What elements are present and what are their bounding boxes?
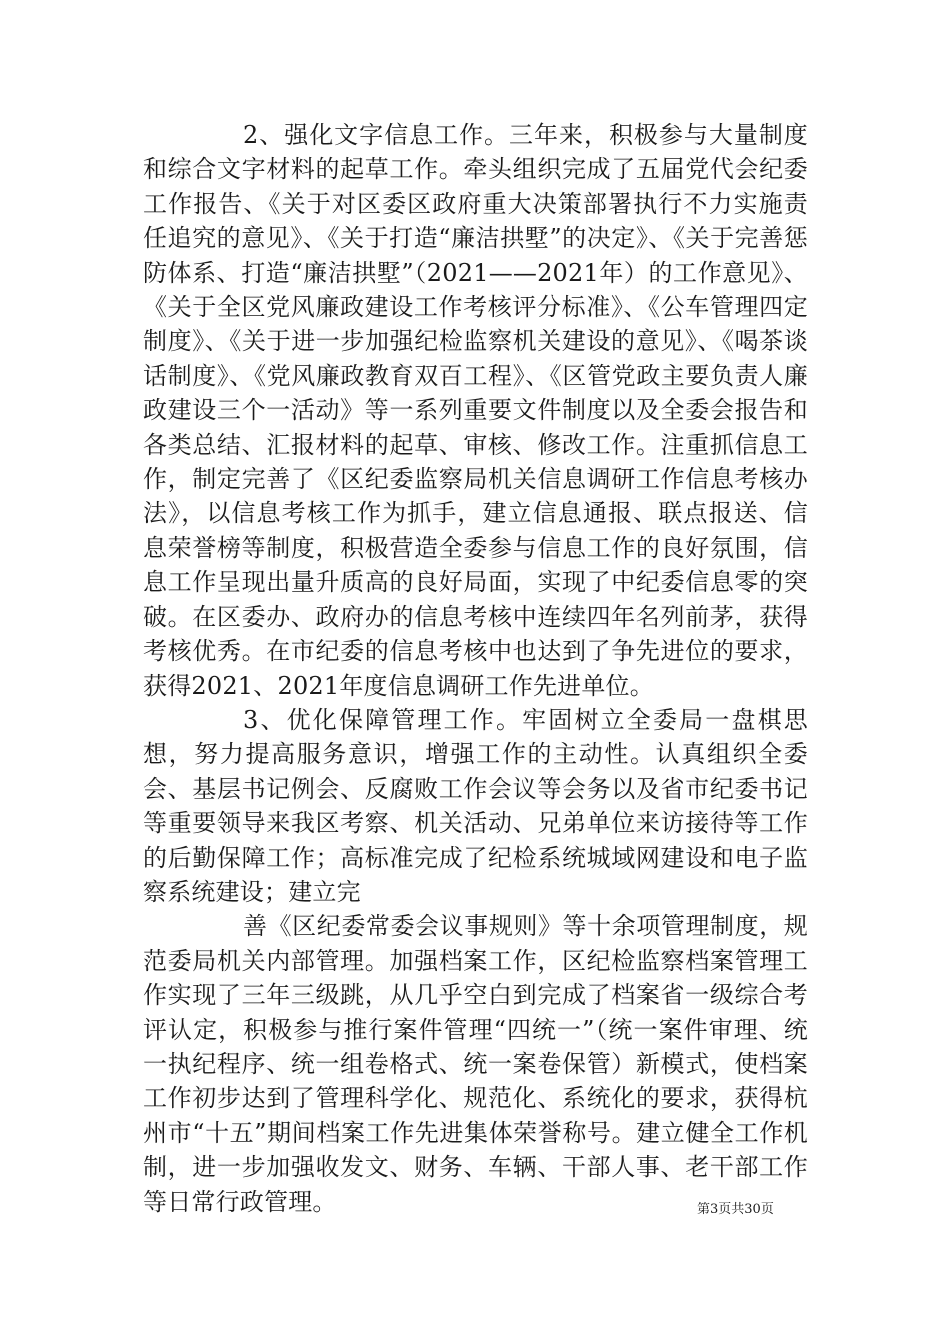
paragraph-support-management-work: 3、优化保障管理工作。牢固树立全委局一盘棋思想，努力提高服务意识，增强工作的主动性。认真组织全委会、基层书记例会、反腐败工作会议等会务以及省市纪委书记等重要领导来我区考察、机关活动、兄弟单位来访接待等工作的后勤保障工作；高标准完成了纪检系统城域网建设和电子监察系统建设；建立完 — [143, 705, 808, 906]
page-number-footer: 第3页共30页 — [697, 1202, 774, 1217]
paragraph-management-system-continued: 善《区纪委常委会议事规则》等十余项管理制度，规范委局机关内部管理。加强档案工作，区纪检监察档案管理工作实现了三年三级跳，从几乎空白到完成了档案省一级综合考评认定，积极参与推行案件管理“四统一”（统一案件审理、统一执纪程序、统一组卷格式、统一案卷保管）新模式，使档案工作初步达到了管理科学化、规范化、系统化的要求，获得杭州市“十五”期间档案工作先进集体荣誉称号。建立健全工作机制，进一步加强收发文、财务、车辆、干部人事、老干部工作等日常行政管理。 — [143, 912, 808, 1216]
paragraph-text-information-work: 2、强化文字信息工作。三年来，积极参与大量制度和综合文字材料的起草工作。牵头组织完成了五届党代会纪委工作报告、《关于对区委区政府重大决策部署执行不力实施责任追究的意见》、《关于打造“廉洁拱墅”的决定》、《关于完善惩防体系、打造“廉洁拱墅”（2021——2021年）的工作意见》、《关于全区党风廉政建设工作考核评分标准》、《公车管理四定制度》、《关于进一步加强纪检监察机关建设的意见》、《喝茶谈话制度》、《党风廉政教育双百工程》、《区管党政主要负责人廉政建设三个一活动》等一系列重要文件制度以及全委会报告和各类总结、汇报材料的起草、审核、修改工作。注重抓信息工作，制定完善了《区纪委监察局机关信息调研工作信息考核办法》，以信息考核工作为抓手，建立信息通报、联点报送、信息荣誉榜等制度，积极营造全委参与信息工作的良好氛围，信息工作呈现出量升质高的良好局面，实现了中纪委信息零的突破。在区委办、政府办的信息考核中连续四年名列前茅，获得考核优秀。在市纪委的信息考核中也达到了争先进位的要求，获得2021、2021年度信息调研工作先进单位。 — [143, 121, 808, 700]
document-body — [143, 118, 808, 1219]
